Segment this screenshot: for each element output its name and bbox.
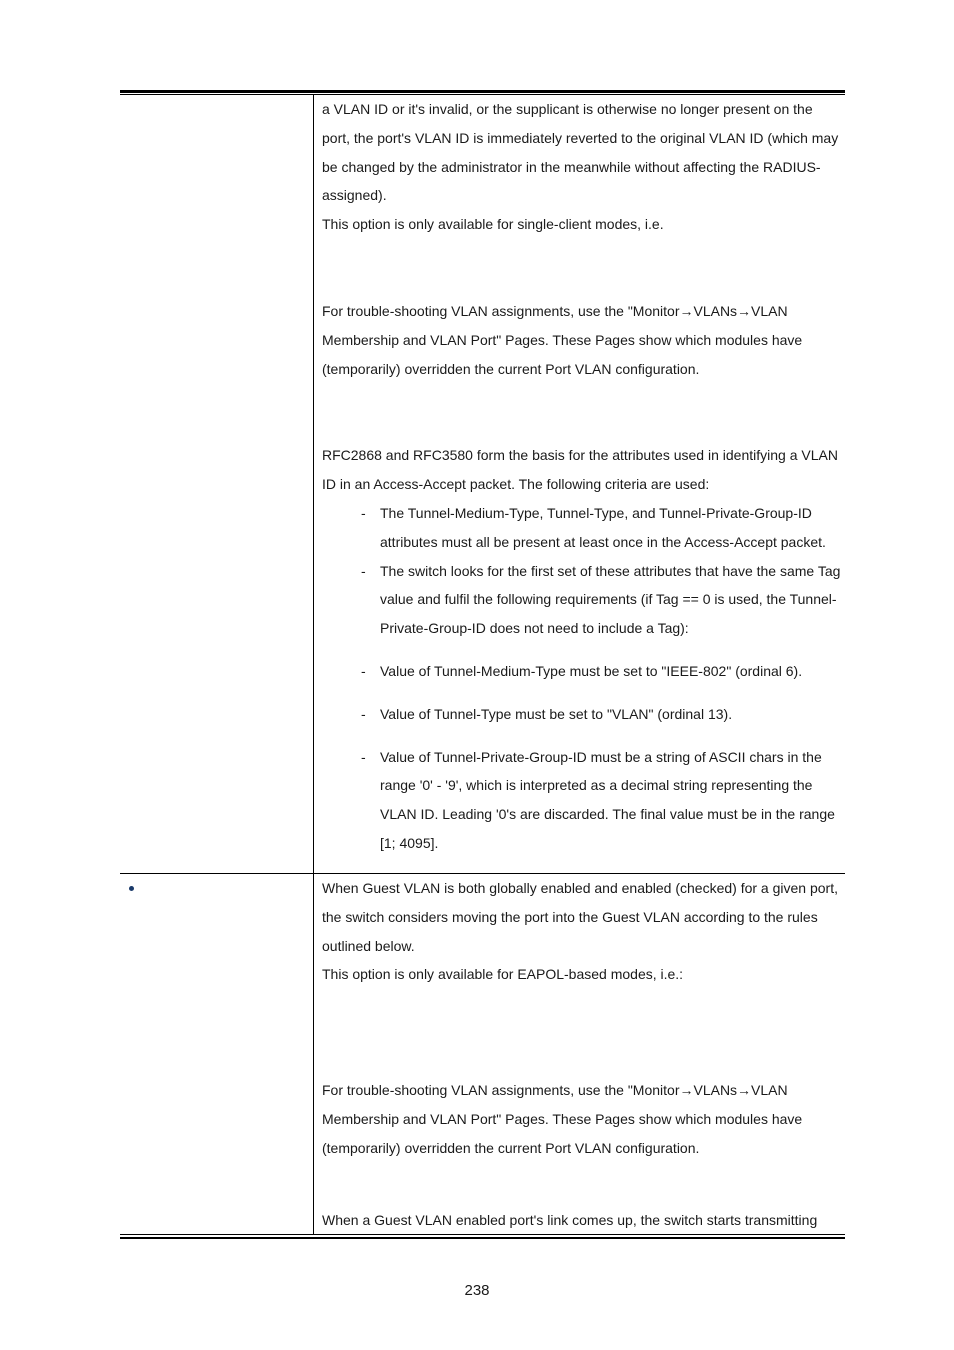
paragraph: When Guest VLAN is both globally enabled and enabled (checked) for a given port, the switch considers moving the port into the Guest VLAN according to the rules outlined below.: [322, 880, 838, 954]
bullet-icon: [129, 886, 134, 891]
table-bottom-rule: [120, 1237, 845, 1239]
criteria-list: [322, 499, 842, 858]
dash-marker: -: [361, 562, 366, 579]
list-item: - Value of Tunnel-Private-Group-ID must be a string of ASCII chars in the range '0' - '9', which is interpreted as a decimal string representing the VLAN ID. Leading '0's are discarded. The final value must be in the range [1; 4095].: [322, 743, 842, 858]
paragraph: This option is only available for EAPOL-based modes, i.e.:: [322, 966, 684, 983]
paragraph: When a Guest VLAN enabled port's link comes up, the switch starts transmitting: [322, 1211, 818, 1228]
description-cell-radius-vlan: [322, 95, 842, 858]
page-number: 238: [464, 1282, 490, 1299]
description-cell-guest-vlan: [322, 874, 842, 1234]
column-divider: [313, 94, 314, 1235]
dash-marker: -: [361, 662, 366, 679]
list-item: - The Tunnel-Medium-Type, Tunnel-Type, and Tunnel-Private-Group-ID attributes must all be present at least once in the Access-Accept packet.: [322, 499, 842, 557]
list-item: - Value of Tunnel-Medium-Type must be set to "IEEE-802" (ordinal 6).: [322, 657, 842, 686]
paragraph: RFC2868 and RFC3580 form the basis for the attributes used in identifying a VLAN ID in an Access-Accept packet. The following criteria are used:: [322, 447, 838, 493]
list-item: - Value of Tunnel-Type must be set to "VLAN" (ordinal 13).: [322, 700, 842, 729]
dash-marker: -: [361, 705, 366, 722]
table-top-rule: [120, 90, 845, 93]
paragraph: For trouble-shooting VLAN assignments, use the "Monitor→VLANs→VLAN Membership and VLAN Port" Pages. These Pages show which modules have (temporarily) overridden the current Port VLAN configuration.: [322, 302, 803, 377]
paragraph: For trouble-shooting VLAN assignments, use the "Monitor→VLANs→VLAN Membership and VLAN Port" Pages. These Pages show which modules have (temporarily) overridden the current Port VLAN configuration.: [322, 1082, 803, 1156]
dash-marker: -: [361, 504, 366, 521]
paragraph: a VLAN ID or it's invalid, or the supplicant is otherwise no longer present on the port, the port's VLAN ID is immediately reverted to the original VLAN ID (which may be changed by the administrator in the meanwhile without affecting the RADIUS-assigned).: [322, 101, 839, 204]
list-item: - The switch looks for the first set of these attributes that have the same Tag value and fulfil the following requirements (if Tag == 0 is used, the Tunnel-Private-Group-ID does not need to include a Tag):: [322, 557, 842, 643]
paragraph: This option is only available for single-client modes, i.e.: [322, 216, 664, 233]
dash-marker: -: [361, 748, 366, 765]
